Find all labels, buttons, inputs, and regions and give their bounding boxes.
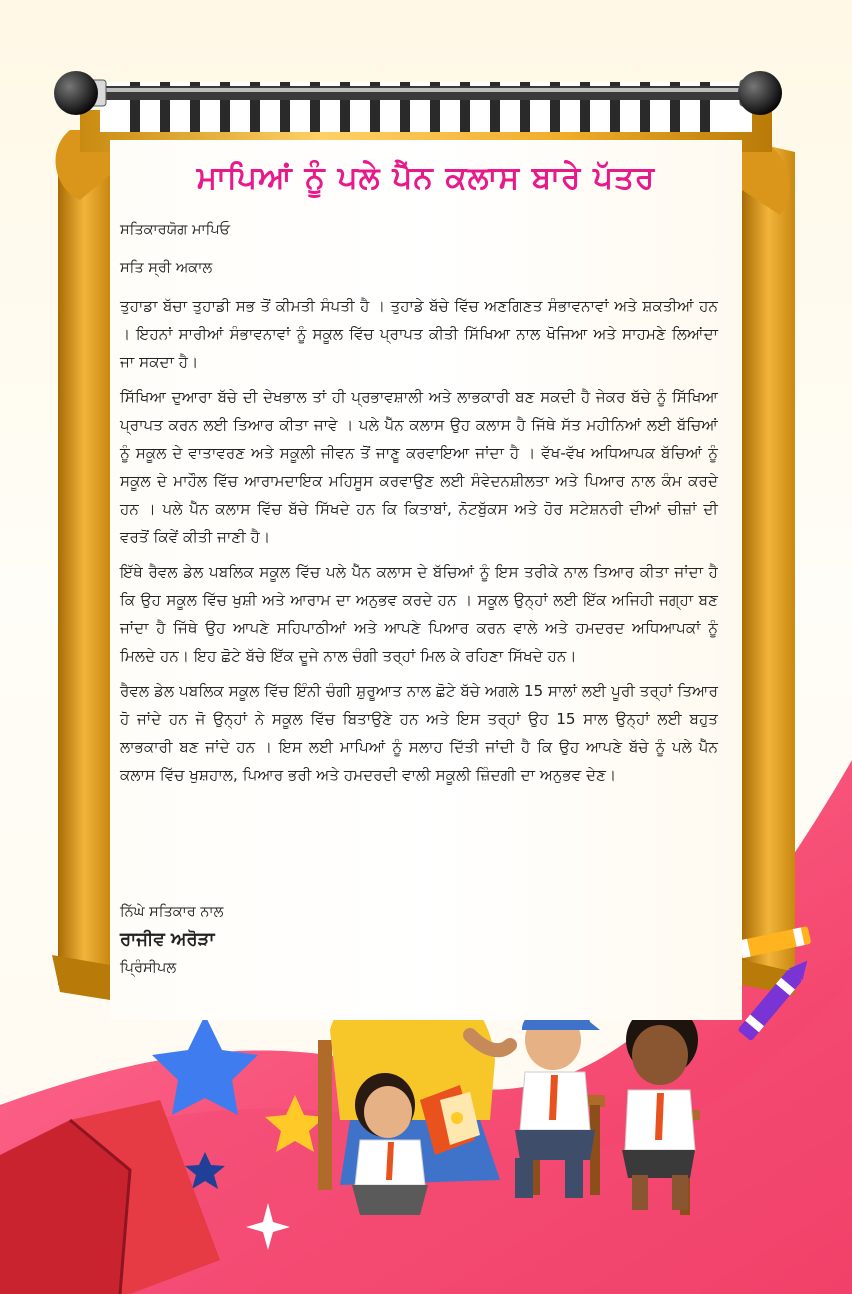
paragraph-4: ਰੈਵਲ ਡੇਲ ਪਬਲਿਕ ਸਕੂਲ ਵਿੱਚ ਇੰਨੀ ਚੰਗੀ ਸ਼ੁਰੂਆਤ ਨਾਲ ਛੋਟੇ ਬੱਚੇ ਅਗਲੇ 15 ਸਾਲਾਂ ਲਈ ਪੂਰੀ ਤਰ੍ਹਾਂ ਤਿਆਰ ਹੋ ਜਾਂਦੇ ਹਨ ਜੋ ਉਨ੍ਹਾਂ ਨੇ ਸਕੂਲ ਵਿੱਚ ਬਿਤਾਉਣੇ ਹਨ ਅਤੇ ਇਸ ਤਰ੍ਹਾਂ ਉਹ 15 ਸਾਲ ਉਨ੍ਹਾਂ ਲਈ ਬਹੁਤ ਲਾਭਕਾਰੀ ਬਣ ਜਾਂਦੇ ਹਨ । ਇਸ ਲਈ ਮਾਪਿਆਂ ਨੂੰ ਸਲਾਹ ਦਿੱਤੀ ਜਾਂਦੀ ਹੈ ਕਿ ਉਹ ਆਪਣੇ ਬੱਚੇ ਨੂੰ ਪਲੇ ਪੈੱਨ ਕਲਾਸ ਵਿੱਚ ਖੁਸ਼ਹਾਲ, ਪਿਆਰ ਭਰੀ ਅਤੇ ਹਮਦਰਦੀ ਵਾਲੀ ਸਕੂਲੀ ਜ਼ਿੰਦਗੀ ਦਾ ਅਨੁਭਵ ਦੇਣ। [120,682,718,784]
signatory-designation: ਪ੍ਰਿੰਸੀਪਲ [120,960,177,976]
greeting: ਸਤਿਕਾਰਯੋਗ ਮਾਪਿਓ [120,222,231,238]
letter-title: ਮਾਪਿਆਂ ਨੂੰ ਪਲੇ ਪੈੱਨ ਕਲਾਸ ਬਾਰੇ ਪੱਤਰ [196,160,656,196]
right-ribbon [742,140,795,990]
letter-body [120,216,718,796]
paragraph-2: ਸਿੱਖਿਆ ਦੁਆਰਾ ਬੱਚੇ ਦੀ ਦੇਖਭਾਲ ਤਾਂ ਹੀ ਪ੍ਰਭਾਵਸ਼ਾਲੀ ਅਤੇ ਲਾਭਕਾਰੀ ਬਣ ਸਕਦੀ ਹੈ ਜੇਕਰ ਬੱਚੇ ਨੂੰ ਸਿੱਖਿਆ ਪ੍ਰਾਪਤ ਕਰਨ ਲਈ ਤਿਆਰ ਕੀਤਾ ਜਾਵੇ । ਪਲੇ ਪੈੱਨ ਕਲਾਸ ਉਹ ਕਲਾਸ ਹੈ ਜਿੱਥੇ ਸੱਤ ਮਹੀਨਿਆਂ ਲਈ ਬੱਚਿਆਂ ਨੂੰ ਸਕੂਲ ਦੇ ਵਾਤਾਵਰਣ ਅਤੇ ਸਕੂਲੀ ਜੀਵਨ ਤੋਂ ਜਾਣੂ ਕਰਵਾਇਆ ਜਾਂਦਾ ਹੈ । ਵੱਖ-ਵੱਖ ਅਧਿਆਪਕ ਬੱਚਿਆਂ ਨੂੰ ਸਕੂਲ ਦੇ ਮਾਹੌਲ ਵਿੱਚ ਆਰਾਮਦਾਇਕ ਮਹਿਸੂਸ ਕਰਵਾਉਣ ਲਈ ਸੰਵੇਦਨਸ਼ੀਲਤਾ ਅਤੇ ਪਿਆਰ ਨਾਲ ਕੰਮ ਕਰਦੇ ਹਨ । ਪਲੇ ਪੈੱਨ ਕਲਾਸ ਵਿੱਚ ਬੱਚੇ ਸਿੱਖਦੇ ਹਨ ਕਿ ਕਿਤਾਬਾਂ, ਨੋਟਬੁੱਕਸ ਅਤੇ ਹੋਰ ਸਟੇਸ਼ਨਰੀ ਦੀਆਂ ਚੀਜ਼ਾਂ ਦੀ ਵਰਤੋਂ ਕਿਵੇਂ ਕੀਤੀ ਜਾਣੀ ਹੈ। [120,388,718,546]
closing-regards: ਨਿੱਘੇ ਸਤਿਕਾਰ ਨਾਲ [120,904,224,920]
left-ribbon [58,140,110,985]
signatory-name: ਰਾਜੀਵ ਅਰੋੜਾ [120,929,215,950]
paragraph-3: ਇੱਥੇ ਰੈਵਲ ਡੇਲ ਪਬਲਿਕ ਸਕੂਲ ਵਿੱਚ ਪਲੇ ਪੈੱਨ ਕਲਾਸ ਦੇ ਬੱਚਿਆਂ ਨੂੰ ਇਸ ਤਰੀਕੇ ਨਾਲ ਤਿਆਰ ਕੀਤਾ ਜਾਂਦਾ ਹੈ ਕਿ ਉਹ ਸਕੂਲ ਵਿੱਚ ਖੁਸ਼ੀ ਅਤੇ ਆਰਾਮ ਦਾ ਅਨੁਭਵ ਕਰਦੇ ਹਨ । ਸਕੂਲ ਉਨ੍ਹਾਂ ਲਈ ਇੱਕ ਅਜਿਹੀ ਜਗ੍ਹਾ ਬਣ ਜਾਂਦਾ ਹੈ ਜਿੱਥੇ ਉਹ ਆਪਣੇ ਸਹਿਪਾਠੀਆਂ ਅਤੇ ਆਪਣੇ ਪਿਆਰ ਕਰਨ ਵਾਲੇ ਅਤੇ ਹਮਦਰਦ ਅਧਿਆਪਕਾਂ ਨੂੰ ਮਿਲਦੇ ਹਨ। ਇਹ ਛੋਟੇ ਬੱਚੇ ਇੱਕ ਦੂਜੇ ਨਾਲ ਚੰਗੀ ਤਰ੍ਹਾਂ ਮਿਲ ਕੇ ਰਹਿਣਾ ਸਿੱਖਦੇ ਹਨ। [120,563,718,665]
salutation: ਸਤਿ ਸ੍ਰੀ ਅਕਾਲ [120,260,213,276]
paragraph-1: ਤੁਹਾਡਾ ਬੱਚਾ ਤੁਹਾਡੀ ਸਭ ਤੋਂ ਕੀਮਤੀ ਸੰਪਤੀ ਹੈ । ਤੁਹਾਡੇ ਬੱਚੇ ਵਿੱਚ ਅਣਗਿਣਤ ਸੰਭਾਵਨਾਵਾਂ ਅਤੇ ਸ਼ਕਤੀਆਂ ਹਨ । ਇਹਨਾਂ ਸਾਰੀਆਂ ਸੰਭਾਵਨਾਵਾਂ ਨੂੰ ਸਕੂਲ ਵਿੱਚ ਪ੍ਰਾਪਤ ਕੀਤੀ ਸਿੱਖਿਆ ਨਾਲ ਖੋਜਿਆ ਅਤੇ ਸਾਹਮਣੇ ਲਿਆਂਦਾ ਜਾ ਸਕਦਾ ਹੈ। [120,297,718,371]
letter-closing [120,900,420,980]
